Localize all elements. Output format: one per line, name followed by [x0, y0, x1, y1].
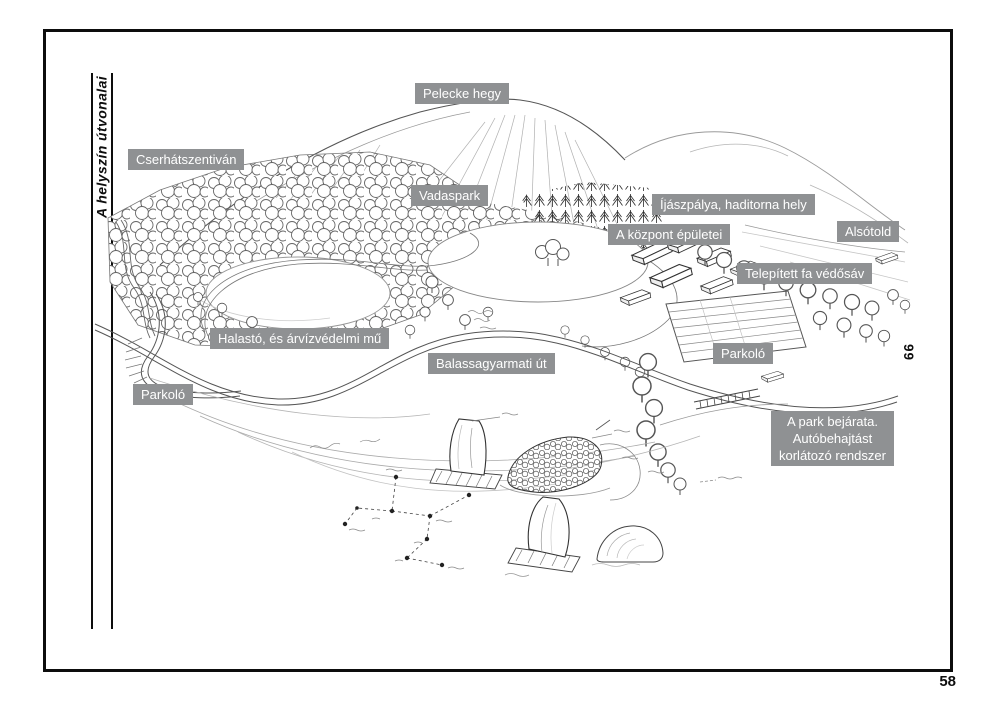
map-label-balassagyarmati-ut: Balassagyarmati út	[428, 353, 555, 374]
map-label-kozpont-epuletei: A központ épületei	[608, 224, 730, 245]
map-label-halasto: Halastó, és árvízvédelmi mű	[210, 328, 389, 349]
standing-stone-sketch-1	[430, 419, 502, 489]
map-label-pelecke-hegy: Pelecke hegy	[415, 83, 509, 104]
map-label-parkolo-jobb: Parkoló	[713, 343, 773, 364]
map-label-vadaspark: Vadaspark	[411, 185, 488, 206]
map-label-park-bejarata: A park bejárata. Autóbehajtást korlátozó rendszer	[771, 411, 894, 466]
map-label-parkolo-bal: Parkoló	[133, 384, 193, 405]
dome-mound-sketch	[592, 526, 663, 567]
map-label-telepitett-fa-vedosav: Telepített fa védősáv	[737, 263, 872, 284]
map-label-ijaszpalya: Íjászpálya, haditorna hely	[652, 194, 815, 215]
map-label-cserhatszentivan: Cserhátszentiván	[128, 149, 244, 170]
standing-stone-sketch-2	[505, 497, 580, 577]
map-label-alsotold: Alsótold	[837, 221, 899, 242]
handwriting-squiggles	[310, 311, 742, 570]
page-number: 58	[939, 673, 956, 690]
cairn-mound-sketch	[500, 420, 640, 500]
rotated-side-number: 99	[901, 344, 916, 362]
sidebar-title: A helyszín útvonalai	[93, 75, 110, 219]
gate-building	[761, 371, 784, 383]
